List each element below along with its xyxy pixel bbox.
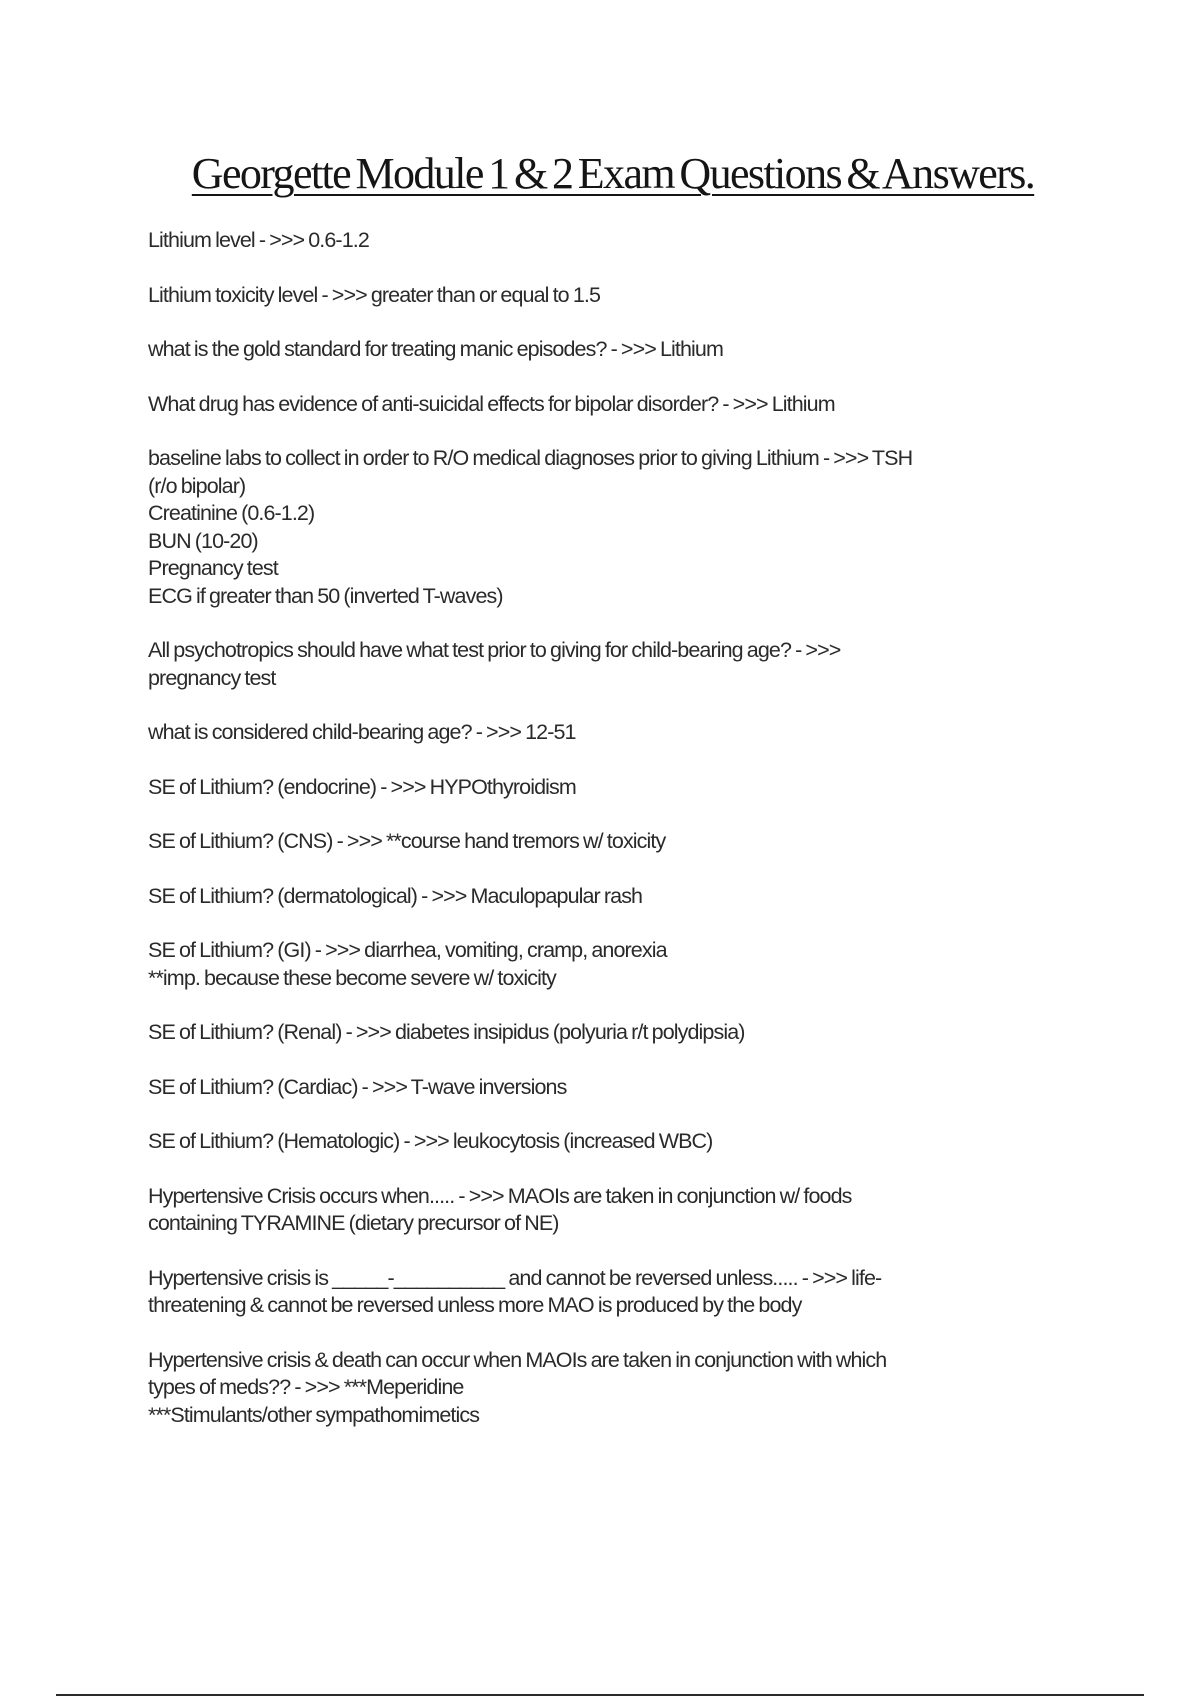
qa-entry <box>148 1128 1088 1156</box>
qa-entry <box>148 937 1088 992</box>
qa-entry <box>148 445 1088 610</box>
qa-entry <box>148 719 1088 747</box>
qa-entry-line: What drug has evidence of anti-suicidal effects for bipolar disorder? - >>> Lithium <box>148 391 835 416</box>
qa-entry-line: SE of Lithium? (endocrine) - >>> HYPOthyroidism <box>148 774 576 799</box>
qa-entry-line: SE of Lithium? (CNS) - >>> **course hand tremors w/ toxicity <box>148 829 666 853</box>
qa-entry-line: BUN (10-20) <box>148 528 258 553</box>
qa-entry-line: Lithium level - >>> 0.6-1.2 <box>148 228 369 252</box>
qa-entry-line: SE of Lithium? (Cardiac) - >>> T-wave inversions <box>148 1074 567 1099</box>
qa-entry <box>148 828 1088 856</box>
qa-entry-line: SE of Lithium? (Renal) - >>> diabetes insipidus (polyuria r/t polydipsia) <box>148 1020 745 1044</box>
footer-divider <box>56 1694 1144 1696</box>
qa-entry-line: Hypertensive crisis is _____-__________ and cannot be reversed unless..... - >>> life- <box>148 1265 882 1290</box>
qa-entry <box>148 883 1088 911</box>
qa-entry <box>148 637 1088 692</box>
qa-entry-line: (r/o bipolar) <box>148 473 246 498</box>
qa-entry <box>148 282 1088 310</box>
qa-entry-line: Lithium toxicity level - >>> greater than or equal to 1.5 <box>148 282 601 307</box>
qa-entry <box>148 774 1088 802</box>
qa-entry-line: Creatinine (0.6-1.2) <box>148 501 315 525</box>
qa-entry-line: what is considered child-bearing age? - >>> 12-51 <box>148 720 576 744</box>
qa-entry <box>148 336 1088 364</box>
qa-entry-line: All psychotropics should have what test prior to giving for child-bearing age? - >>> <box>148 638 841 662</box>
qa-entry-line: baseline labs to collect in order to R/O medical diagnoses prior to giving Lithium - >>> TSH <box>148 446 913 470</box>
qa-entry-line: ECG if greater than 50 (inverted T-waves) <box>148 583 503 608</box>
qa-entry-line: SE of Lithium? (GI) - >>> diarrhea, vomiting, cramp, anorexia <box>148 938 667 962</box>
qa-list <box>148 227 1088 1456</box>
qa-entry-line: Hypertensive crisis & death can occur when MAOIs are taken in conjunction with which <box>148 1347 887 1372</box>
qa-entry <box>148 1074 1088 1102</box>
qa-entry-line: Pregnancy test <box>148 556 278 580</box>
qa-entry-line: SE of Lithium? (Hematologic) - >>> leukocytosis (increased WBC) <box>148 1129 713 1153</box>
qa-entry-line: **imp. because these become severe w/ toxicity <box>148 965 556 990</box>
qa-entry-line: SE of Lithium? (dermatological) - >>> Maculopapular rash <box>148 883 643 908</box>
qa-entry-line: what is the gold standard for treating manic episodes? - >>> Lithium <box>148 337 723 361</box>
qa-entry <box>148 1019 1088 1047</box>
qa-entry-line: containing TYRAMINE (dietary precursor of NE) <box>148 1211 559 1235</box>
qa-entry-line: Hypertensive Crisis occurs when..... - >>> MAOIs are taken in conjunction w/ foods <box>148 1183 852 1208</box>
qa-entry-line: pregnancy test <box>148 665 276 690</box>
qa-entry <box>148 1265 1088 1320</box>
qa-entry <box>148 1183 1088 1238</box>
qa-entry <box>148 391 1088 419</box>
qa-entry-line: threatening & cannot be reversed unless more MAO is produced by the body <box>148 1293 802 1317</box>
qa-entry-line: types of meds?? - >>> ***Meperidine <box>148 1375 464 1399</box>
document-title: Georgette Module 1 & 2 Exam Questions & Answers. <box>191 149 1035 198</box>
qa-entry <box>148 227 1088 255</box>
qa-entry <box>148 1347 1088 1430</box>
qa-entry-line: ***Stimulants/other sympathomimetics <box>148 1402 480 1427</box>
